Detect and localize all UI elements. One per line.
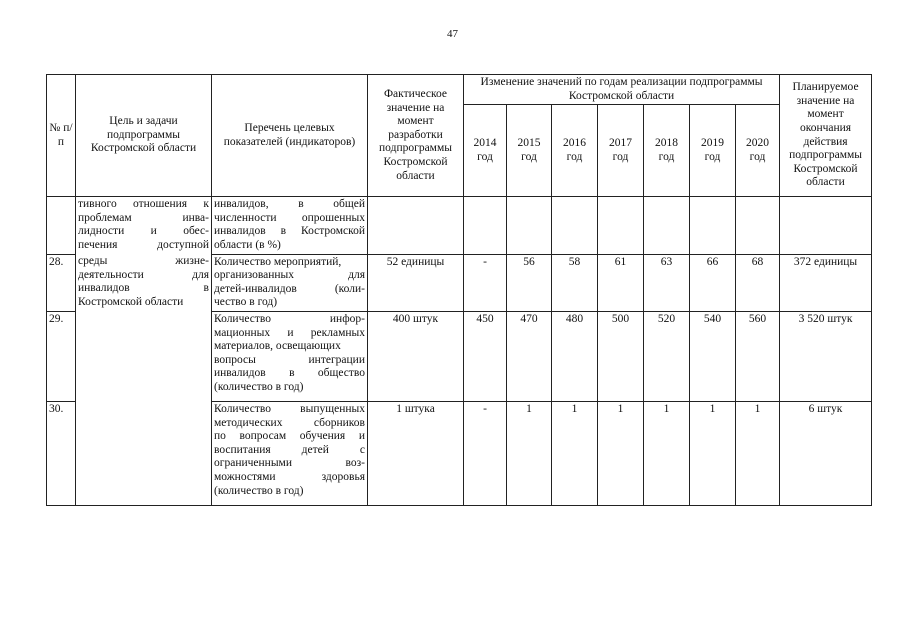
row-num: 30. — [47, 401, 76, 505]
row-year-value: 58 — [552, 254, 598, 311]
row-year-value: 520 — [644, 311, 690, 401]
header-year: 2017 год — [598, 105, 644, 197]
indicator-line: Количество мероприятий, — [214, 255, 342, 268]
row-planned: 3 520 штук — [780, 311, 872, 401]
header-goal: Цель и задачи подпрограммы Костромской области — [76, 75, 212, 197]
indicator-line: воспитания детей с — [214, 443, 365, 456]
row-year-value: 1 — [598, 401, 644, 505]
row-year-value — [552, 197, 598, 254]
indicator-line: (количество в год) — [214, 380, 304, 393]
row-year-value — [690, 197, 736, 254]
table-row — [47, 254, 872, 311]
goal-line: проблемам инва- — [78, 211, 209, 224]
row-year-value: 1 — [507, 401, 552, 505]
header-changes: Изменение значений по годам реализации подпрограммы Костромской области — [464, 75, 780, 105]
goal-line: деятельности для — [78, 268, 209, 281]
row-indicator — [212, 311, 368, 401]
indicator-line: детей-инвалидов (коли- — [214, 282, 365, 295]
row-year-value: 540 — [690, 311, 736, 401]
row-year-value — [736, 197, 780, 254]
row-year-value — [507, 197, 552, 254]
goal-line: Костромской области — [78, 295, 184, 308]
row-planned — [780, 197, 872, 254]
row-year-value: 1 — [690, 401, 736, 505]
header-year: 2018 год — [644, 105, 690, 197]
row-year-value: 1 — [552, 401, 598, 505]
row-actual — [368, 197, 464, 254]
row-planned: 6 штук — [780, 401, 872, 505]
header-year: 2019 год — [690, 105, 736, 197]
indicator-line: материалов, освещающих — [214, 340, 341, 353]
row-year-value: 450 — [464, 311, 507, 401]
indicator-line: методических сборников — [214, 416, 365, 429]
row-num: 28. — [47, 254, 76, 311]
header-planned: Планируемое значение на момент окончания действия подпрограммы Костромской области — [780, 75, 872, 197]
row-indicator — [212, 254, 368, 311]
header-year: 2014 год — [464, 105, 507, 197]
row-year-value: 1 — [736, 401, 780, 505]
row-year-value — [644, 197, 690, 254]
row-year-value: 560 — [736, 311, 780, 401]
indicator-line: инвалидов, в общей — [214, 198, 365, 211]
row-num: 29. — [47, 311, 76, 401]
row-year-value: 68 — [736, 254, 780, 311]
indicator-line: инвалидов в общество — [214, 367, 365, 380]
row-year-value: 470 — [507, 311, 552, 401]
table-row — [47, 197, 872, 254]
row-year-value: 500 — [598, 311, 644, 401]
indicator-line: ограниченными воз- — [214, 457, 365, 470]
row-year-value: - — [464, 254, 507, 311]
row-year-value: 63 — [644, 254, 690, 311]
goal-line: лидности и обес- — [78, 225, 209, 238]
row-goal — [76, 197, 212, 254]
indicator-line: Количество выпущенных — [214, 402, 365, 415]
row-num — [47, 197, 76, 254]
header-actual: Фактическое значение на момент разработки подпрограммы Костромской области — [368, 75, 464, 197]
header-year: 2016 год — [552, 105, 598, 197]
row-indicator — [212, 197, 368, 254]
indicator-line: области (в %) — [214, 238, 281, 251]
goal-line: тивного отношения к — [78, 198, 209, 211]
row-indicator — [212, 401, 368, 505]
goal-line: среды жизне- — [78, 255, 209, 268]
indicator-line: (количество в год) — [214, 484, 304, 497]
header-year: 2015 год — [507, 105, 552, 197]
indicator-line: организованных для — [214, 269, 365, 282]
indicator-line: мационных и рекламных — [214, 326, 365, 339]
row-year-value: 56 — [507, 254, 552, 311]
row-year-value: 66 — [690, 254, 736, 311]
header-num: № п/п — [47, 75, 76, 197]
indicator-line: численности опрошенных — [214, 211, 365, 224]
row-year-value: - — [464, 401, 507, 505]
header-indicators: Перечень целевых показателей (индикаторов) — [212, 75, 368, 197]
indicator-line: можностями здоровья — [214, 470, 365, 483]
row-goal — [76, 254, 212, 505]
indicator-line: по вопросам обучения и — [214, 430, 365, 443]
indicator-line: вопросы интеграции — [214, 353, 365, 366]
indicator-line: Количество инфор- — [214, 312, 365, 325]
goal-line: печения доступной — [78, 238, 209, 251]
row-actual: 1 штука — [368, 401, 464, 505]
row-planned: 372 единицы — [780, 254, 872, 311]
row-year-value: 1 — [644, 401, 690, 505]
row-year-value: 480 — [552, 311, 598, 401]
page-number: 47 — [447, 28, 458, 40]
row-actual: 400 штук — [368, 311, 464, 401]
indicator-line: инвалидов в Костромской — [214, 225, 365, 238]
row-year-value — [598, 197, 644, 254]
row-actual: 52 единицы — [368, 254, 464, 311]
indicators-table — [46, 74, 872, 506]
row-year-value: 61 — [598, 254, 644, 311]
goal-line: инвалидов в — [78, 282, 209, 295]
indicator-line: чество в год) — [214, 296, 278, 309]
header-year: 2020 год — [736, 105, 780, 197]
row-year-value — [464, 197, 507, 254]
